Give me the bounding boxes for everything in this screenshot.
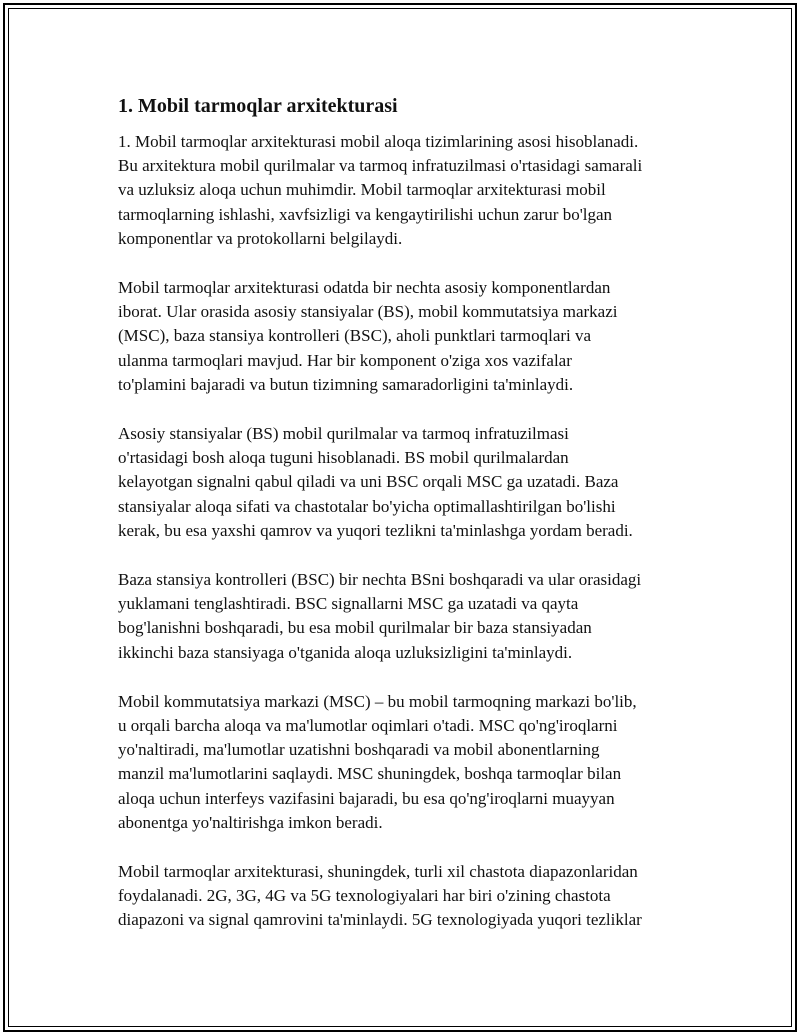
paragraph-intro: 1. Mobil tarmoqlar arxitekturasi mobil aloqa tizimlarining asosi hisoblanadi. Bu arxitektura mobil qurilmalar va tarmoq infratuzilmasi o'rtasidagi samarali va uzluksiz aloqa uchun muhimdir. Mobil tarmoqlar arxitekturasi mobil tarmoqlarning ishlashi, xavfsizligi va kengaytirilishi uchun zarur bo'lgan komponentlar va protokollarni belgilaydi. (118, 132, 643, 248)
paragraph-bsc: Baza stansiya kontrolleri (BSC) bir nechta BSni boshqaradi va ular orasidagi yuklamani tenglashtiradi. BSC signallarni MSC ga uzatadi va qayta bog'lanishni boshqaradi, bu esa mobil qurilmalar bir baza stansiyadan ikkinchi baza stansiyaga o'tganida aloqa uzluksizligini ta'minlaydi. (118, 570, 642, 662)
section-heading: 1. Mobil tarmoqlar arxitekturasi (118, 95, 398, 117)
paragraph-msc: Mobil kommutatsiya markazi (MSC) – bu mobil tarmoqning markazi bo'lib, u orqali barcha aloqa va ma'lumotlar oqimlari o'tadi. MSC qo'ng'iroqlarni yo'naltiradi, ma'lumotlar uzatishni boshqaradi va mobil abonentlarning manzil ma'lumotlarini saqlaydi. MSC shuningdek, boshqa tarmoqlar bilan aloqa uchun interfeys vazifasini bajaradi, bu esa qo'ng'iroqlarni muayyan abonentga yo'naltirishga imkon beradi. (118, 691, 637, 832)
paragraph-components: Mobil tarmoqlar arxitekturasi odatda bir nechta asosiy komponentlardan iborat. Ular orasida asosiy stansiyalar (BS), mobil kommutatsiya markazi (MSC), baza stansiya kontrolleri (BSC), aholi punktlari tarmoqlari va ulanma tarmoqlari mavjud. Har bir komponent o'ziga xos vazifalar to'plamini bajaradi va butun tizimning samaradorligini ta'minlaydi. (118, 278, 618, 394)
paragraph-base-stations: Asosiy stansiyalar (BS) mobil qurilmalar va tarmoq infratuzilmasi o'rtasidagi bosh aloqa tuguni hisoblanadi. BS mobil qurilmalardan kelayotgan signalni qabul qiladi va uni BSC orqali MSC ga uzatadi. Baza stansiyalar aloqa sifati va chastotalar bo'yicha optimallashtirilgan bo'lishi kerak, bu esa yaxshi qamrov va yuqori tezlikni ta'minlashga yordam beradi. (118, 424, 633, 540)
paragraph-frequencies: Mobil tarmoqlar arxitekturasi, shuningdek, turli xil chastota diapazonlaridan foydalanadi. 2G, 3G, 4G va 5G texnologiyalari har biri o'zining chastota diapazoni va signal qamrovini ta'minlaydi. 5G texnologiyada yuqori tezliklar (118, 862, 642, 930)
document-body (118, 93, 700, 958)
